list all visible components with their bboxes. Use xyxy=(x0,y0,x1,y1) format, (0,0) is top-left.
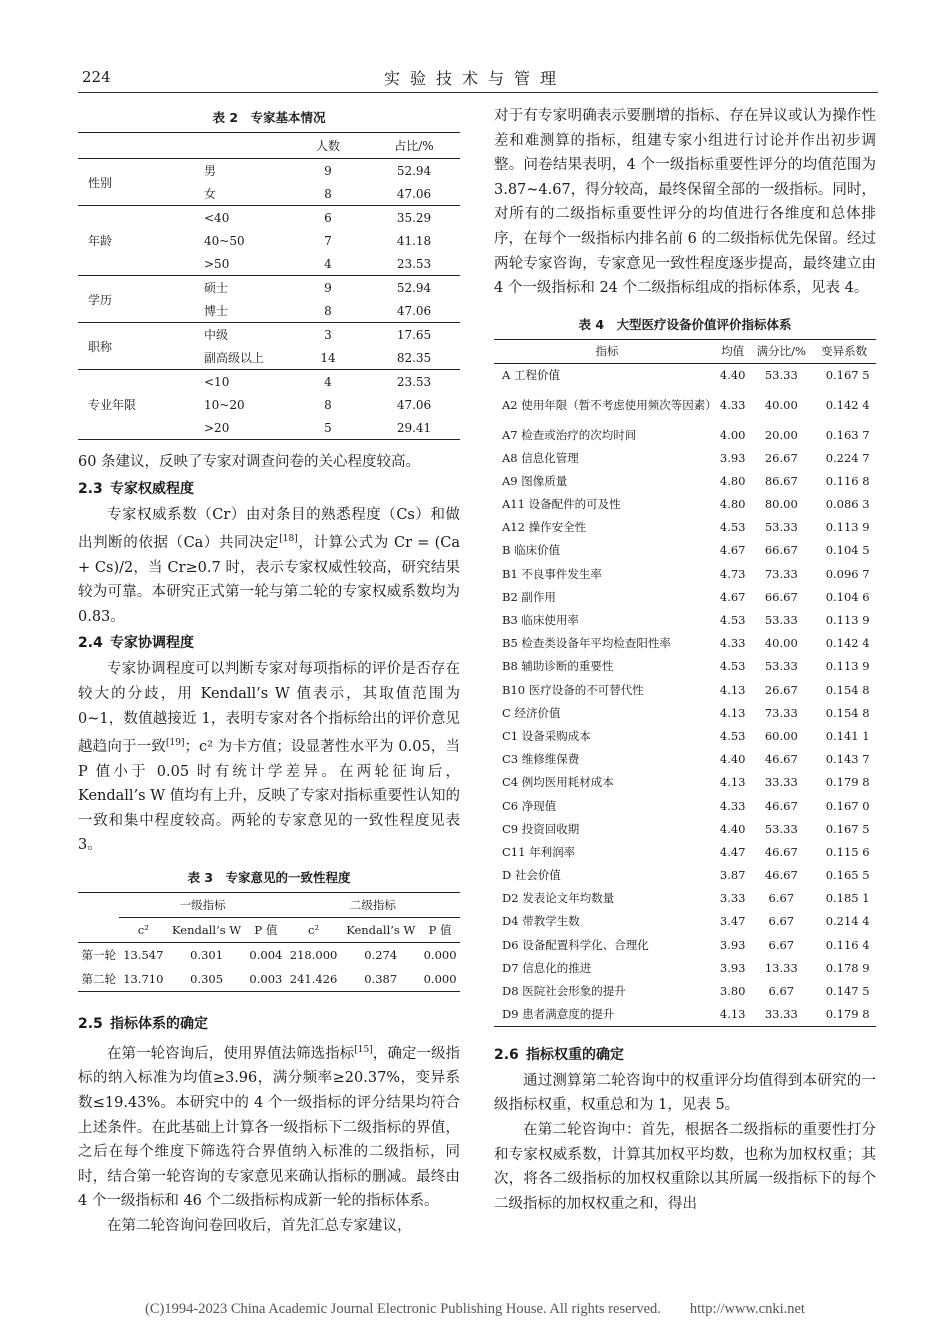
table4-cell: 4.53 xyxy=(719,728,746,743)
table4-header: 变异系数 xyxy=(812,339,876,363)
table2-cell: 中级 xyxy=(200,323,288,347)
table4-cell: 0.179 8 xyxy=(825,1007,870,1022)
table3 xyxy=(78,892,460,992)
table3-group-first-level: 一级指标 xyxy=(119,892,285,917)
table4-cell: C11 年利润率 xyxy=(502,844,576,859)
table4-cell: B 临床价值 xyxy=(502,543,561,558)
table2-cell: 4 xyxy=(324,256,332,271)
table4-cell: B5 检查类设备年平均检查阳性率 xyxy=(502,636,671,651)
table4-cell: 80.00 xyxy=(764,497,798,512)
table3-cell: 0.004 xyxy=(249,947,283,962)
table2-cell: 52.94 xyxy=(396,163,432,178)
table2-cell: 硕士 xyxy=(200,276,288,300)
table4-cell: D 社会价值 xyxy=(502,868,561,883)
table3-cell: 第二轮 xyxy=(81,971,116,986)
text-run: 在第一轮咨询后，使用界值法筛选指标 xyxy=(107,1045,355,1062)
table4-row xyxy=(494,562,876,585)
table4-cell: 46.67 xyxy=(764,868,798,883)
table4-cell: 53.33 xyxy=(764,659,798,674)
paragraph-weights-method: 在第二轮咨询中：首先，根据各二级指标的重要性打分和专家权威系数，计算其加权平均数，也称为加权权重；其次，将各二级指标的加权权重除以其所属一级指标下的每个二级指标的加权权重之和，得出 xyxy=(494,1122,876,1212)
section-number: 2.4 xyxy=(78,635,103,652)
table2-cell: 5 xyxy=(324,420,332,435)
table4-cell: D8 医院社会形象的提升 xyxy=(502,984,626,999)
table3-subheader: P 值 xyxy=(246,917,286,942)
table4-cell: 86.67 xyxy=(764,473,798,488)
table3-group-row xyxy=(78,892,460,917)
table3-cell: 0.274 xyxy=(364,947,398,962)
table2-cell: 82.35 xyxy=(396,350,432,365)
table4-cell: 0.113 9 xyxy=(825,659,870,674)
text-run: ；c² 为卡方值；设显著性水平为 0.05，当 P 值小于 0.05 时有统计学差异。在两轮征询后，Kendall’s W 值均有上升，反映了专家对指标重要性认知的一致和集中程度较高。两轮的专家意见的一致性程度见表 3。 xyxy=(78,739,461,854)
table2-category: 性别 xyxy=(88,175,113,190)
table4-cell: 4.47 xyxy=(719,844,746,859)
table4-cell: 0.141 1 xyxy=(825,728,870,743)
table4-row xyxy=(494,979,876,1002)
table3-caption: 表 3 专家意见的一致性程度 xyxy=(187,869,351,885)
table4-row xyxy=(494,724,876,747)
table3-subheader: P 值 xyxy=(420,917,460,942)
table4-cell: 4.80 xyxy=(719,473,746,488)
table4-cell: B10 医疗设备的不可替代性 xyxy=(502,682,644,697)
table2-row xyxy=(78,206,460,230)
table2-cell: <40 xyxy=(200,206,288,230)
table3-cell: 0.305 xyxy=(190,971,224,986)
table4-caption: 表 4 大型医疗设备价值评价指标体系 xyxy=(578,316,792,332)
table4-cell: D7 信息化的推进 xyxy=(502,960,592,975)
table4-cell: A 工程价值 xyxy=(502,368,560,383)
table3-cell: 0.301 xyxy=(190,947,224,962)
table2-cell: 6 xyxy=(288,206,368,230)
table4-cell: 20.00 xyxy=(764,427,798,442)
table2-cell: 8 xyxy=(324,397,332,412)
table4-cell: 73.33 xyxy=(764,705,798,720)
table4-row xyxy=(494,632,876,655)
table2-cell: 40~50 xyxy=(204,233,245,248)
table4-cell: 4.80 xyxy=(719,497,746,512)
table4-cell: 3.47 xyxy=(719,914,746,929)
table4-cell: B3 临床使用率 xyxy=(502,613,579,628)
table4-cell: 40.00 xyxy=(764,397,798,412)
text-run: 专家协调程度可以判断专家对每项指标的评价是否存在较大的分歧，用 Kendall’s W 值表示，其取值范围为 0~1，数值越接近 1，表明专家对各个指标给出的评价意见越趋向于一致 xyxy=(78,661,460,755)
paragraph-suggestions: 60 条建议，反映了专家对调查问卷的关心程度较高。 xyxy=(78,454,421,470)
table4-cell: C3 维修维保费 xyxy=(502,752,580,767)
table2-category: 年龄 xyxy=(78,206,200,276)
table4-cell: 0.147 5 xyxy=(825,984,870,999)
citation-ref: [15] xyxy=(354,1044,373,1055)
table4-cell: 0.113 9 xyxy=(825,520,870,535)
table2-cell: 9 xyxy=(288,276,368,300)
table4-cell: 3.33 xyxy=(719,891,746,906)
table4-cell: 0.104 6 xyxy=(825,589,870,604)
table4-row xyxy=(494,910,876,933)
table2-header-percent: 占比/% xyxy=(368,133,460,159)
page-header xyxy=(0,0,950,96)
table4-cell: A12 操作安全性 xyxy=(502,520,587,535)
table4-cell: 53.33 xyxy=(764,821,798,836)
table4-cell: 4.33 xyxy=(719,397,746,412)
table4-cell: 0.115 6 xyxy=(825,844,870,859)
table2-row xyxy=(78,159,460,183)
table2 xyxy=(78,132,460,440)
table4-row xyxy=(494,493,876,516)
table4-cell: A11 设备配件的可及性 xyxy=(502,497,621,512)
section-2-4-heading xyxy=(78,631,460,655)
table4-cell: 0.104 5 xyxy=(825,543,870,558)
table4-cell: 66.67 xyxy=(764,589,798,604)
table2-cell: >50 xyxy=(204,256,230,271)
section-title: 指标权重的确定 xyxy=(526,1046,624,1063)
table4-cell: 53.33 xyxy=(764,613,798,628)
table2-row xyxy=(78,323,460,347)
table4-cell: 73.33 xyxy=(764,566,798,581)
table4-cell: D6 设备配置科学化、合理化 xyxy=(502,937,649,952)
table4-row xyxy=(494,655,876,678)
table3-cell: 0.003 xyxy=(249,971,283,986)
table3-subheader: c² xyxy=(119,917,167,942)
table4-row xyxy=(494,516,876,539)
table4-cell: 4.53 xyxy=(719,659,746,674)
table2-header-count: 人数 xyxy=(288,133,368,159)
table4-cell: 4.53 xyxy=(719,613,746,628)
table4-cell: C4 例均医用耗材成本 xyxy=(502,775,614,790)
table3-cell: 218.000 xyxy=(289,947,338,962)
table2-cell: 男 xyxy=(204,164,217,178)
table4-cell: 4.33 xyxy=(719,798,746,813)
table2-cell: 35.29 xyxy=(368,206,460,230)
table2-cell: 17.65 xyxy=(368,323,460,347)
table2-cell: 9 xyxy=(324,163,332,178)
section-number: 2.3 xyxy=(78,480,103,497)
copyright-footer: (C)1994-2023 China Academic Journal Electronic Publishing House. All rights reserved. http://www.cnki.net xyxy=(145,1301,805,1317)
table2-header-row xyxy=(78,133,460,159)
citation-ref: [19] xyxy=(165,738,185,749)
paragraph-coordination xyxy=(78,657,460,858)
left-column xyxy=(78,100,460,1239)
table4-cell: C9 投资回收期 xyxy=(502,821,580,836)
table2-cell: 47.06 xyxy=(396,186,432,201)
right-column xyxy=(494,104,876,1216)
text-run: ，确定一级指标的纳入标准为均值≥3.96，满分频率≥20.37%，变异系数≤19.43%。本研究中的 4 个一级指标的评分结果均符合上述条件。在此基础上计算各一级指标下二级指标的界值，之后在每个维度下筛选符合界值纳入标准的二级指标，同时，结合第一轮咨询的专家意见来确认指标的删减。最终由 4 个一级指标和 46 个二级指标构成新一轮的指标体系。 xyxy=(78,1045,460,1210)
citation-ref: [18] xyxy=(279,534,298,545)
paragraph-weights-intro: 通过测算第二轮咨询中的权重评分均值得到本研究的一级指标权重，权重总和为 1，见表 5。 xyxy=(494,1072,876,1114)
table4-row xyxy=(494,748,876,771)
table4-cell: C6 净现值 xyxy=(502,798,557,813)
table2-cell: 7 xyxy=(324,233,332,248)
table4-cell: B2 副作用 xyxy=(502,589,556,604)
table4-cell: 0.167 5 xyxy=(825,821,870,836)
table4-row xyxy=(494,864,876,887)
table4-cell: 0.142 4 xyxy=(825,636,870,651)
table2-row xyxy=(78,276,460,300)
table4-cell: C1 设备采购成本 xyxy=(502,728,591,743)
table2-cell: 47.06 xyxy=(396,397,432,412)
table4-cell: 3.80 xyxy=(719,984,746,999)
table2-category: 职称 xyxy=(78,323,200,370)
section-title: 专家权威程度 xyxy=(110,480,194,497)
section-2-5-heading xyxy=(78,1012,460,1036)
table4-cell: 53.33 xyxy=(764,520,798,535)
table4-cell: 0.154 8 xyxy=(825,682,870,697)
table4-cell: 3.93 xyxy=(719,960,746,975)
table4-cell: A7 检查或治疗的次均时间 xyxy=(502,427,637,442)
paragraph-continued: 对于有专家明确表示要删增的指标、存在异议或认为操作性差和难测算的指标，组建专家小组进行讨论并作出初步调整。问卷结果表明，4 个一级指标重要性评分的均值范围为 3.87~4.67，得分较高，最终保留全部的一级指标。同时，对所有的二级指标重要性评分的均值进行各维度和总体排序，在每个一级指标内排名前 6 的二级指标优先保留。经过两轮专家咨询，专家意见一致性程度逐步提高，最终建立由 4 个一级指标和 24 个二级指标组成的指标体系，见表 4。 xyxy=(494,108,876,297)
table4-cell: 6.67 xyxy=(768,914,795,929)
table2-category: 专业年限 xyxy=(78,370,200,440)
table2-cell: 8 xyxy=(324,186,332,201)
table3-cell: 241.426 xyxy=(289,971,338,986)
table4-cell: B1 不良事件发生率 xyxy=(502,566,602,581)
table4-row xyxy=(494,678,876,701)
table3-cell: 0.387 xyxy=(364,971,398,986)
table4-row xyxy=(494,446,876,469)
table2-cell: 女 xyxy=(204,187,217,201)
section-title: 专家协调程度 xyxy=(110,635,194,652)
table2-cell: 52.94 xyxy=(368,276,460,300)
table2-row xyxy=(78,370,460,394)
table4-header-row xyxy=(494,339,876,363)
table2-cell: 41.18 xyxy=(396,233,432,248)
table2-cell: 14 xyxy=(320,350,336,365)
page-number: 224 xyxy=(82,68,111,86)
table2-cell: 29.41 xyxy=(396,420,432,435)
table4-cell: 4.73 xyxy=(719,566,746,581)
table4-cell: 4.13 xyxy=(719,775,746,790)
table4-cell: 26.67 xyxy=(764,682,798,697)
table4-cell: 66.67 xyxy=(764,543,798,558)
table4-cell: 4.53 xyxy=(719,520,746,535)
section-2-6-heading xyxy=(494,1043,876,1067)
table4-cell: 4.40 xyxy=(719,752,746,767)
table4-row xyxy=(494,817,876,840)
table4-row xyxy=(494,469,876,492)
table4-row xyxy=(494,1003,876,1027)
table3-row xyxy=(78,942,460,967)
table4-cell: 0.113 9 xyxy=(825,613,870,628)
table4-row xyxy=(494,363,876,387)
table3-subheader: c² xyxy=(286,917,342,942)
table4-cell: D9 患者满意度的提升 xyxy=(502,1007,615,1022)
table4-cell: 0.154 8 xyxy=(825,705,870,720)
table2-category: 学历 xyxy=(78,276,200,323)
table4-row xyxy=(494,956,876,979)
table2-cell: >20 xyxy=(204,420,230,435)
table4-cell: 46.67 xyxy=(764,844,798,859)
text-run: ，计算公式为 Cr = (Ca + Cs)/2，当 Cr≥0.7 时，表示专家权威性较高，研究结果较为可靠。本研究正式第一轮与第二轮的专家权威系数均为 0.83。 xyxy=(78,535,460,625)
table2-cell: 47.06 xyxy=(396,303,432,318)
table4-row xyxy=(494,794,876,817)
table4-cell: 0.163 7 xyxy=(825,427,870,442)
table4-cell: 0.116 8 xyxy=(825,473,870,488)
table4-cell: 33.33 xyxy=(764,1007,798,1022)
table4-cell: 13.33 xyxy=(764,960,798,975)
table2-cell: 10~20 xyxy=(204,397,245,412)
table4-cell: D4 带教学生数 xyxy=(502,914,580,929)
table4-cell: 0.143 7 xyxy=(825,752,870,767)
table4-row xyxy=(494,887,876,910)
table4-cell: 0.185 1 xyxy=(825,891,870,906)
table2-cell: 8 xyxy=(324,303,332,318)
section-2-3-heading xyxy=(78,477,460,501)
table4-cell: 6.67 xyxy=(768,891,795,906)
section-title: 指标体系的确定 xyxy=(110,1015,208,1032)
table4-cell: 4.40 xyxy=(719,368,746,383)
table4-cell: 3.93 xyxy=(719,450,746,465)
table3-cell: 0.000 xyxy=(423,971,457,986)
table4-cell: 0.179 8 xyxy=(825,775,870,790)
table2-cell: 博士 xyxy=(204,304,229,318)
table4-cell: A9 图像质量 xyxy=(502,473,568,488)
table4-cell: 0.086 3 xyxy=(825,497,870,512)
table2-cell: 23.53 xyxy=(396,256,432,271)
table3-subheader-row xyxy=(78,917,460,942)
table4-cell: 0.224 7 xyxy=(825,450,870,465)
paragraph-indicator-system xyxy=(78,1038,460,1214)
table4-row xyxy=(494,608,876,631)
table4-cell: 0.214 4 xyxy=(825,914,870,929)
table4-cell: 26.67 xyxy=(764,450,798,465)
table2-cell: 23.53 xyxy=(368,370,460,394)
paragraph-second-round: 在第二轮咨询问卷回收后，首先汇总专家建议， xyxy=(107,1217,412,1234)
table4-cell: 4.13 xyxy=(719,682,746,697)
table2-cell: 4 xyxy=(288,370,368,394)
table3-group-second-level: 二级指标 xyxy=(286,892,460,917)
table3-cell: 0.000 xyxy=(423,947,457,962)
table2-cell: 副高级以上 xyxy=(204,351,265,365)
table4-cell: 3.93 xyxy=(719,937,746,952)
table4-cell: 4.33 xyxy=(719,636,746,651)
table4-header: 指标 xyxy=(494,339,715,363)
table4-header: 均值 xyxy=(715,339,750,363)
table4-cell: 4.67 xyxy=(719,589,746,604)
table4-row xyxy=(494,771,876,794)
table4 xyxy=(494,339,876,1027)
table4-cell: 3.87 xyxy=(719,868,746,883)
table4-cell: 0.178 9 xyxy=(825,960,870,975)
table4-cell: 6.67 xyxy=(768,984,795,999)
table4-cell: 46.67 xyxy=(764,752,798,767)
table4-row xyxy=(494,701,876,724)
table4-cell: C 经济价值 xyxy=(502,705,561,720)
table4-row xyxy=(494,840,876,863)
table4-cell: 0.167 5 xyxy=(825,368,870,383)
table4-cell: 0.165 5 xyxy=(825,868,870,883)
table4-cell: 33.33 xyxy=(764,775,798,790)
table4-cell: 0.142 4 xyxy=(825,397,870,412)
section-number: 2.5 xyxy=(78,1015,103,1032)
table4-row xyxy=(494,387,876,423)
table4-cell: 6.67 xyxy=(768,937,795,952)
table2-cell: 3 xyxy=(288,323,368,347)
table4-cell: 4.13 xyxy=(719,705,746,720)
table4-row xyxy=(494,933,876,956)
table4-cell: 46.67 xyxy=(764,798,798,813)
table3-cell: 第一轮 xyxy=(81,947,116,962)
table4-cell: 4.00 xyxy=(719,427,746,442)
table4-cell: A8 信息化管理 xyxy=(502,450,579,465)
text-run: 专家权威系数（Cr）由对条目的熟悉程度（Cs）和做出判断的依据（Ca）共同决定 xyxy=(78,506,460,552)
header-rule xyxy=(78,92,878,93)
table4-cell: 40.00 xyxy=(764,636,798,651)
table4-cell: 0.116 4 xyxy=(825,937,870,952)
table3-cell: 13.710 xyxy=(123,971,164,986)
table3-row xyxy=(78,967,460,992)
paragraph-authority xyxy=(78,503,460,630)
table4-body xyxy=(494,363,876,1026)
table3-subheader: Kendall’s W xyxy=(167,917,246,942)
table4-row xyxy=(494,585,876,608)
table4-cell: 0.096 7 xyxy=(825,566,870,581)
table4-cell: 4.40 xyxy=(719,821,746,836)
table4-cell: A2 使用年限（暂不考虑使用频次等因素） xyxy=(502,397,717,412)
table3-cell: 13.547 xyxy=(123,947,164,962)
table4-cell: 4.67 xyxy=(719,543,746,558)
table3-subheader: Kendall’s W xyxy=(341,917,420,942)
table4-row xyxy=(494,539,876,562)
table4-cell: 53.33 xyxy=(764,368,798,383)
table4-cell: B8 辅助诊断的重要性 xyxy=(502,659,614,674)
section-number: 2.6 xyxy=(494,1046,519,1063)
table4-cell: 4.13 xyxy=(719,1007,746,1022)
table4-row xyxy=(494,423,876,446)
table4-header: 满分比/% xyxy=(750,339,812,363)
table4-cell: 60.00 xyxy=(764,728,798,743)
table2-cell: <10 xyxy=(200,370,288,394)
table4-cell: 0.167 0 xyxy=(825,798,870,813)
table4-cell: D2 发表论文年均数量 xyxy=(502,891,615,906)
journal-title: 实验技术与管理 xyxy=(383,69,566,88)
table2-caption: 表 2 专家基本情况 xyxy=(212,110,326,125)
